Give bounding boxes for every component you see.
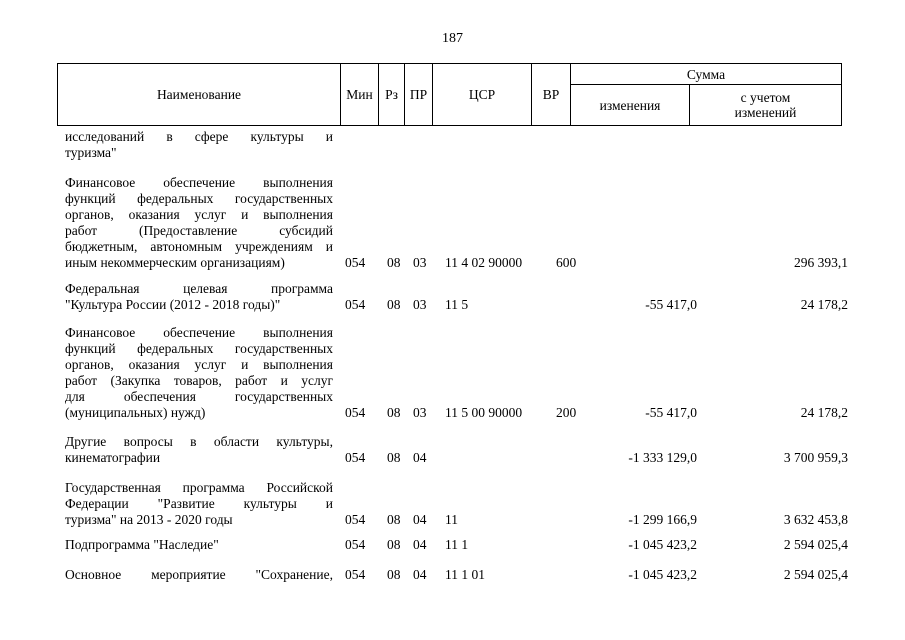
row-vr: 200: [556, 405, 577, 420]
row-total: 3 632 453,8: [783, 512, 848, 527]
row-name-line: Федерации "Развитие культуры и: [65, 496, 333, 511]
row-change: -1 045 423,2: [628, 567, 697, 582]
row-name-line: "Культура России (2012 - 2018 годы)": [65, 297, 281, 312]
header-vr: ВР: [532, 64, 571, 126]
row-name-line: органов, оказания услуг и выполнения: [65, 357, 333, 372]
row-name-line: для обеспечения государственных: [65, 389, 333, 404]
row-rz: 08: [387, 537, 401, 552]
row-change: -1 045 423,2: [628, 537, 697, 552]
header-with-change: [690, 85, 842, 126]
row-pr: 04: [413, 537, 427, 552]
header-min: Мин: [341, 64, 379, 126]
row-name-line: органов, оказания услуг и выполнения: [65, 207, 333, 222]
row-total: 2 594 025,4: [783, 537, 848, 552]
row-csr: 11 1: [445, 537, 469, 552]
row-name-line: Финансовое обеспечение выполнения: [65, 175, 333, 190]
row-name-line: бюджетным, автономным учреждениям и: [65, 239, 333, 254]
row-name-line: кинематографии: [65, 450, 161, 465]
row-change: -55 417,0: [645, 297, 697, 312]
row-name-line: Федеральная целевая программа: [65, 281, 333, 296]
row-pr: 04: [413, 567, 427, 582]
row-total: 296 393,1: [794, 255, 848, 270]
row-min: 054: [345, 537, 366, 552]
row-total: 2 594 025,4: [783, 567, 848, 582]
row-pr: 03: [413, 405, 427, 420]
row-rz: 08: [387, 450, 401, 465]
row-change: -55 417,0: [645, 405, 697, 420]
row-change: -1 299 166,9: [628, 512, 697, 527]
row-name-line: Финансовое обеспечение выполнения: [65, 325, 333, 340]
row-name-line: Основное мероприятие "Сохранение,: [65, 567, 333, 582]
row-pr: 03: [413, 255, 427, 270]
row-csr: 11 4 02 90000: [445, 255, 523, 270]
row-pr: 04: [413, 512, 427, 527]
row-name-line: работ (Предоставление субсидий: [65, 223, 333, 238]
row-vr: 600: [556, 255, 577, 270]
row-total: 24 178,2: [800, 297, 848, 312]
row-name-line: работ (Закупка товаров, работ и услуг: [65, 373, 333, 388]
row-min: 054: [345, 450, 366, 465]
row-name: [65, 537, 333, 553]
header-with-change-line-2: изменений: [734, 105, 797, 120]
row-change: -1 333 129,0: [628, 450, 697, 465]
header-rz: Рз: [379, 64, 405, 126]
row-name-line: туризма": [65, 145, 117, 160]
row-min: 054: [345, 512, 366, 527]
row-name: [65, 480, 333, 528]
row-name-line: Государственная программа Российской: [65, 480, 333, 495]
row-rz: 08: [387, 512, 401, 527]
row-name-line: (муниципальных) нужд): [65, 405, 206, 420]
row-rz: 08: [387, 405, 401, 420]
row-csr: 11 5 00 90000: [445, 405, 523, 420]
row-name-line: иным некоммерческим организациям): [65, 255, 285, 270]
row-min: 054: [345, 567, 366, 582]
row-name-line: функций федеральных государственных: [65, 341, 333, 356]
row-name-line: туризма" на 2013 - 2020 годы: [65, 512, 233, 527]
row-total: 24 178,2: [800, 405, 848, 420]
row-name: [65, 325, 333, 421]
header-with-change-line-1: с учетом: [740, 90, 791, 105]
page-number: 187: [442, 31, 463, 46]
row-min: 054: [345, 255, 366, 270]
row-name: [65, 129, 333, 161]
row-csr: 11 5: [445, 297, 469, 312]
row-rz: 08: [387, 567, 401, 582]
row-pr: 04: [413, 450, 427, 465]
row-name-line: Другие вопросы в области культуры,: [65, 434, 333, 449]
row-min: 054: [345, 297, 366, 312]
row-csr: 11 1 01: [445, 567, 485, 582]
row-name-line: исследований в сфере культуры и: [65, 129, 333, 144]
row-name-line: Подпрограмма "Наследие": [65, 537, 219, 552]
row-name: [65, 434, 333, 466]
row-name: [65, 281, 333, 313]
row-name-line: функций федеральных государственных: [65, 191, 333, 206]
row-pr: 03: [413, 297, 427, 312]
row-name: [65, 567, 333, 583]
header-sum: Сумма: [571, 64, 842, 85]
row-rz: 08: [387, 255, 401, 270]
header-change: изменения: [571, 85, 690, 126]
row-name: [65, 175, 333, 271]
row-rz: 08: [387, 297, 401, 312]
header-pr: ПР: [405, 64, 433, 126]
header-csr: ЦСР: [433, 64, 532, 126]
row-csr: 11: [445, 512, 458, 527]
row-total: 3 700 959,3: [783, 450, 848, 465]
row-min: 054: [345, 405, 366, 420]
header-name: Наименование: [58, 64, 341, 126]
table-header: [57, 63, 842, 126]
